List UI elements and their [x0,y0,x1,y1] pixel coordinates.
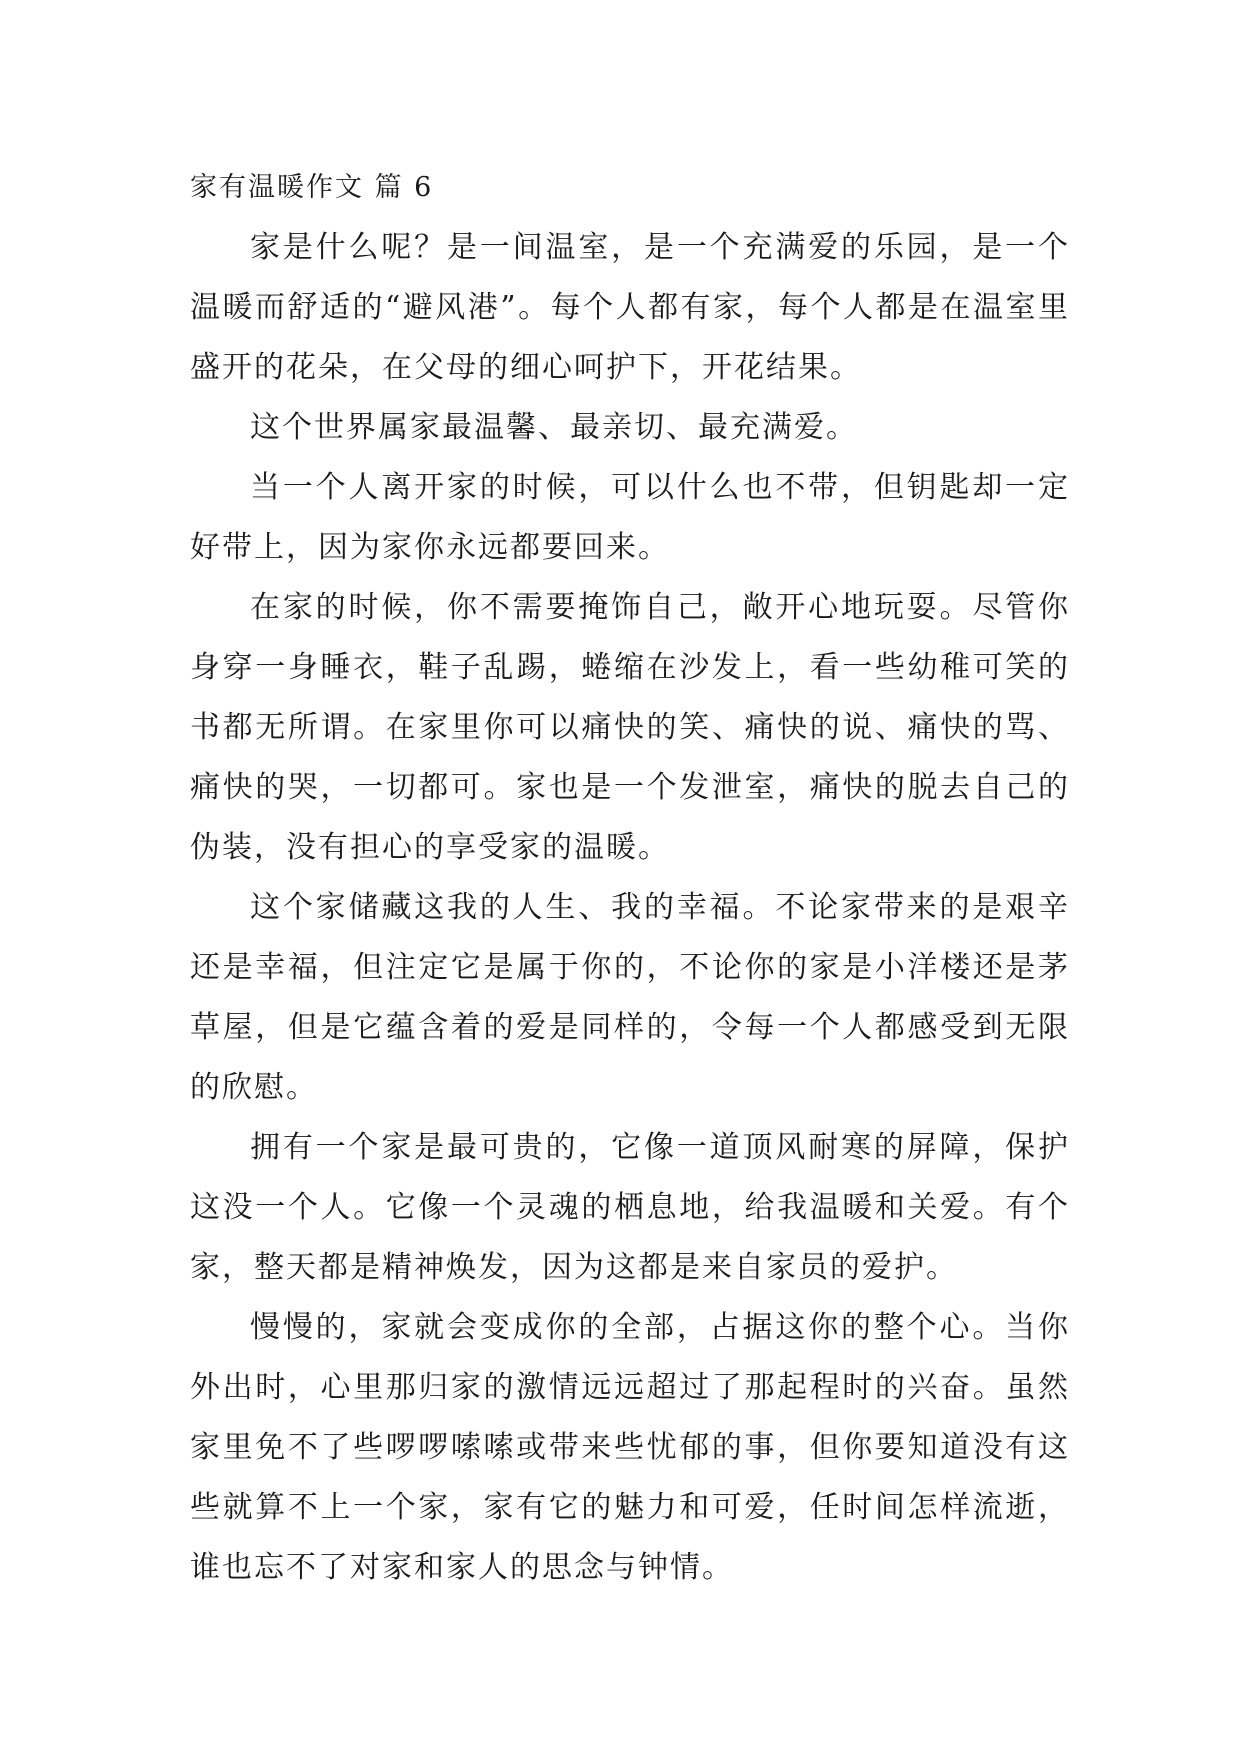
paragraph-1: 家是什么呢？是一间温室，是一个充满爱的乐园，是一个温暖而舒适的“避风港”。每个人都有家，每个人都是在温室里盛开的花朵，在父母的细心呵护下，开花结果。 [190,230,1070,385]
paragraph-7: 慢慢的，家就会变成你的全部，占据这你的整个心。当你外出时，心里那归家的激情远远超过了那起程时的兴奋。虽然家里免不了些啰啰嗦嗦或带来些忧郁的事，但你要知道没有这些就算不上一个家，家有它的魅力和可爱，任时间怎样流逝，谁也忘不了对家和家人的思念与钟情。 [190,1310,1070,1585]
document-body [190,158,1070,1598]
paragraph-6: 拥有一个家是最可贵的，它像一道顶风耐寒的屏障，保护这没一个人。它像一个灵魂的栖息地，给我温暖和关爱。有个家，整天都是精神焕发，因为这都是来自家员的爱护。 [190,1130,1070,1285]
paragraph-3: 当一个人离开家的时候，可以什么也不带，但钥匙却一定好带上，因为家你永远都要回来。 [190,470,1070,565]
paragraph-4: 在家的时候，你不需要掩饰自己，敞开心地玩耍。尽管你身穿一身睡衣，鞋子乱踢，蜷缩在沙发上，看一些幼稚可笑的书都无所谓。在家里你可以痛快的笑、痛快的说、痛快的骂、痛快的哭，一切都可。家也是一个发泄室，痛快的脱去自己的伪装，没有担心的享受家的温暖。 [190,590,1070,865]
document-title: 家有温暖作文 篇 6 [190,172,434,203]
paragraph-5: 这个家储藏这我的人生、我的幸福。不论家带来的是艰辛还是幸福，但注定它是属于你的，不论你的家是小洋楼还是茅草屋，但是它蕴含着的爱是同样的，令每一个人都感受到无限的欣慰。 [190,890,1070,1105]
paragraph-2: 这个世界属家最温馨、最亲切、最充满爱。 [250,410,858,445]
